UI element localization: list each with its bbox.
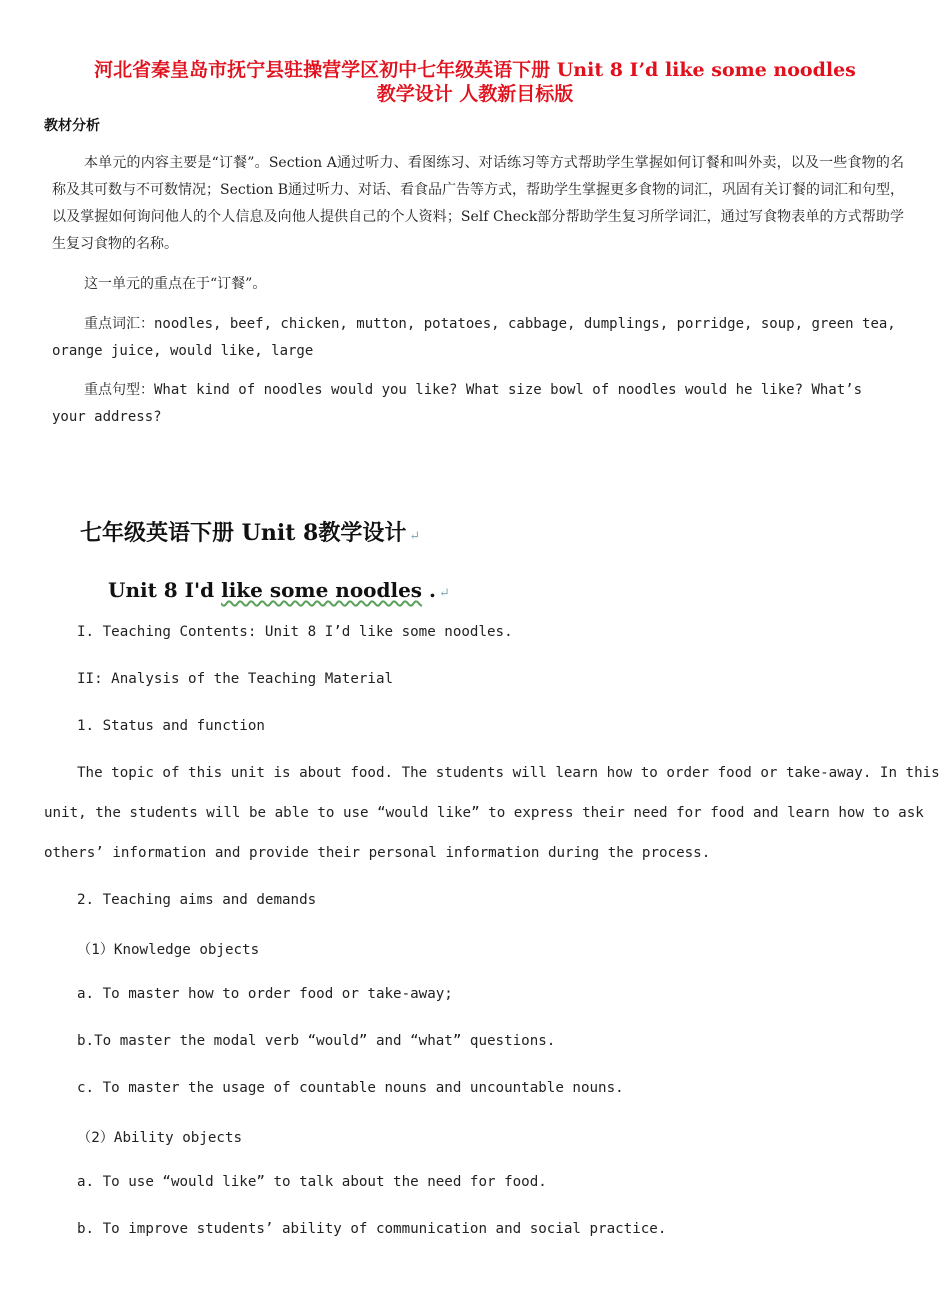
unit-heading-prefix: Unit 8 I'd (108, 578, 222, 602)
document-title (0, 58, 950, 106)
analysis-title-line: II: Analysis of the Teaching Material (77, 671, 394, 687)
title-line-1: 河北省秦皇岛市抚宁县驻操营学区初中七年级英语下册 Unit 8 I’d like some noodles (94, 59, 856, 81)
sentence-label: 重点句型： (84, 382, 154, 398)
topic-line-2: unit, the students will be able to use “would like” to express their need for food and learn how to ask (44, 805, 924, 821)
analysis-paragraph: 本单元的内容主要是“订餐”。Section A通过听力、看图练习、对话练习等方式帮助学生掌握如何订餐和叫外卖，以及一些食物的名称及其可数与不可数情况；Section B通过听力、对话、看食品广告等方式，帮助学生掌握更多食物的词汇，巩固有关订餐的词汇和句型，以及掌握如何询问他人的个人信息及向他人提供自己的个人资料；Self Check部分帮助学生复习所学词汇，通过写食物表单的方式帮助学生复习食物的名称。 (52, 155, 905, 252)
knowledge-item-a: a. To master how to order food or take-away; (77, 986, 453, 1002)
topic-line-1: The topic of this unit is about food. The students will learn how to order food or take-away. In this (77, 765, 940, 781)
ability-item-a: a. To use “would like” to talk about the need for food. (77, 1174, 547, 1190)
status-title-line: 1. Status and function (77, 718, 265, 734)
unit-heading-spellcheck: like some noodles (221, 578, 423, 602)
return-mark-icon: ↵ (409, 529, 421, 544)
key-vocabulary (52, 311, 904, 365)
focus-paragraph: 这一单元的重点在于“订餐”。 (84, 276, 267, 292)
aims-title-line: 2. Teaching aims and demands (77, 892, 317, 908)
knowledge-objects-line: （1）Knowledge objects (77, 942, 260, 958)
title-line-2: 教学设计 人教新目标版 (376, 83, 574, 105)
return-mark-icon: ↵ (439, 586, 450, 601)
sentence-list: What kind of noodles would you like? What size bowl of noodles would he like? What’s your address? (52, 382, 863, 425)
vocab-list: noodles, beef, chicken, mutton, potatoes, cabbage, dumplings, porridge, soup, green tea, orange juice, would like, large (52, 316, 896, 359)
knowledge-item-c: c. To master the usage of countable nouns and uncountable nouns. (77, 1080, 624, 1096)
key-sentences (52, 377, 904, 431)
analysis-heading: 教材分析 (44, 118, 100, 134)
ability-objects-line: （2）Ability objects (77, 1130, 243, 1146)
ability-item-b: b. To improve students’ ability of communication and social practice. (77, 1221, 667, 1237)
unit-heading-suffix: . (422, 578, 437, 602)
topic-line-3: others’ information and provide their personal information during the process. (44, 845, 711, 861)
design-heading (80, 516, 420, 547)
vocab-label: 重点词汇： (84, 316, 154, 332)
design-heading-text: 七年级英语下册 Unit 8教学设计 (80, 520, 407, 546)
teaching-contents-line: I. Teaching Contents: Unit 8 I’d like some noodles. (77, 624, 513, 640)
knowledge-item-b: b.To master the modal verb “would” and “what” questions. (77, 1033, 556, 1049)
unit-heading (108, 578, 450, 602)
